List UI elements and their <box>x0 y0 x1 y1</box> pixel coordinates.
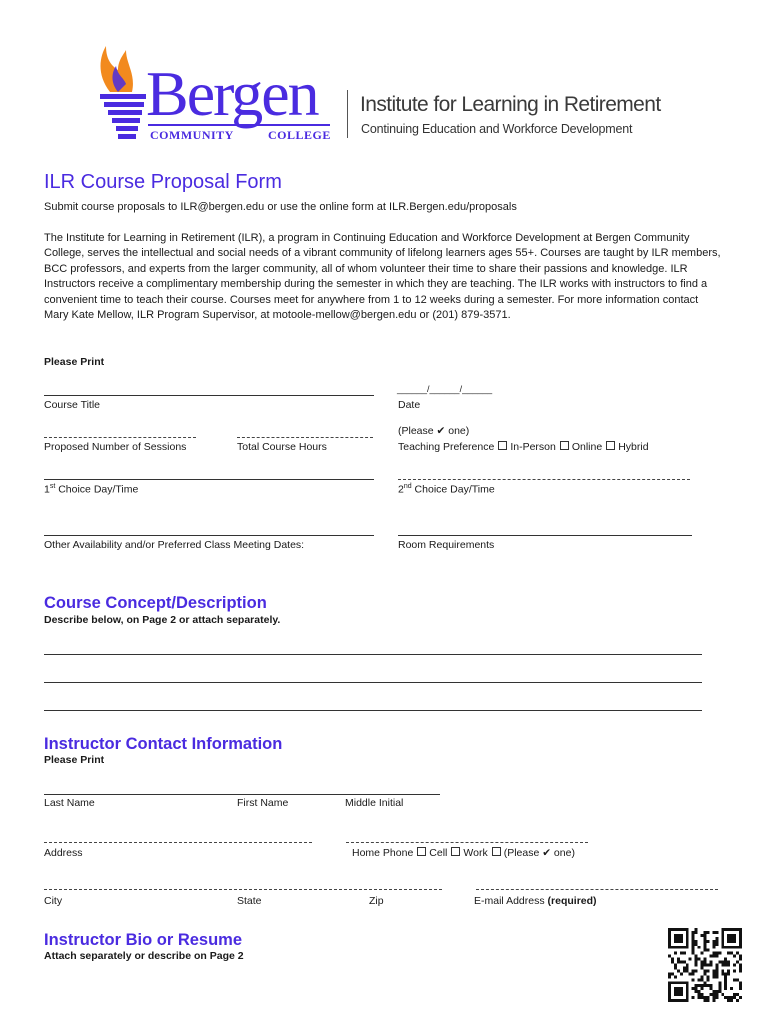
sessions-field[interactable] <box>44 437 196 438</box>
header-title: Institute for Learning in Retirement <box>360 93 661 116</box>
email-field[interactable] <box>476 889 718 890</box>
choice1-field[interactable] <box>44 479 374 480</box>
course-title-field[interactable] <box>44 395 374 396</box>
sessions-label: Proposed Number of Sessions <box>44 441 187 453</box>
room-requirements-label: Room Requirements <box>398 539 495 551</box>
please-print-label: Please Print <box>44 356 105 368</box>
teaching-pref-label: Teaching Preference <box>398 441 495 453</box>
cell-checkbox[interactable] <box>451 847 460 856</box>
logo-wordmark: Bergen <box>146 58 318 129</box>
choice1-label: 1st Choice Day/Time <box>44 483 139 496</box>
bergen-logo <box>96 44 336 144</box>
instructor-please-print: Please Print <box>44 754 105 766</box>
address-field[interactable] <box>44 842 312 843</box>
city-label: City <box>44 895 63 907</box>
online-checkbox[interactable] <box>560 441 569 450</box>
phone-row <box>352 847 575 860</box>
bio-heading: Instructor Bio or Resume <box>44 931 243 949</box>
header-subtitle: Continuing Education and Workforce Development <box>361 122 633 136</box>
cell-label: Cell <box>429 847 448 859</box>
name-field[interactable] <box>44 794 440 795</box>
hybrid-label: Hybrid <box>618 441 649 453</box>
home-phone-label: Home Phone <box>352 847 414 859</box>
concept-line-3[interactable] <box>44 710 702 711</box>
date-field[interactable]: ______/______/______ <box>397 384 493 394</box>
hours-field[interactable] <box>237 437 373 438</box>
logo-college: COLLEGE <box>268 128 331 142</box>
hybrid-checkbox[interactable] <box>606 441 615 450</box>
date-label: Date <box>398 399 421 411</box>
qr-code-icon <box>668 928 742 1002</box>
state-label: State <box>237 895 262 907</box>
concept-line-2[interactable] <box>44 682 702 683</box>
middle-initial-label: Middle Initial <box>345 797 404 809</box>
city-state-zip-field[interactable] <box>44 889 442 890</box>
first-name-label: First Name <box>237 797 289 809</box>
choice2-field[interactable] <box>398 479 690 480</box>
intro-paragraph: The Institute for Learning in Retirement (ILR), a program in Continuing Education and Workforce Development at Bergen Community College, serves the intellectual and social needs of a vibrant community of lifelong learners ages 55+. Courses are taught by ILR members, BCC professors, and experts from the larger community, all of whom volunteer their time to share their passions and knowledge. ILR Instructors receive a complimentary membership during the semester in which they are teaching. The ILR works with instructors to find a convenient time to teach their course. Courses meet for anywhere from 1 to 12 weeks during a semester. For more information contact Mary Kate Mellow, ILR Program Supervisor, at motoole-mellow@bergen.edu or (201) 879-3571. <box>44 232 721 322</box>
zip-label: Zip <box>369 895 384 907</box>
phone-field[interactable] <box>346 842 588 843</box>
course-title-label: Course Title <box>44 399 101 411</box>
submit-instructions: Submit course proposals to ILR@bergen.edu or use the online form at ILR.Bergen.edu/proposals <box>44 201 517 213</box>
work-checkbox[interactable] <box>492 847 501 856</box>
concept-heading: Course Concept/Description <box>44 594 267 612</box>
email-required: (required) <box>547 895 597 907</box>
email-label: E-mail Address (required) <box>474 895 597 907</box>
logo-community: COMMUNITY <box>150 128 234 142</box>
phone-check-note: (Please ✔ one) <box>503 847 575 859</box>
choice2-label: 2nd Choice Day/Time <box>398 483 495 496</box>
work-label: Work <box>463 847 488 859</box>
concept-subheading: Describe below, on Page 2 or attach separately. <box>44 614 281 626</box>
last-name-label: Last Name <box>44 797 95 809</box>
other-availability-label: Other Availability and/or Preferred Class Meeting Dates: <box>44 539 305 551</box>
header-divider <box>347 90 348 138</box>
please-check-one: (Please ✔ one) <box>398 425 470 437</box>
online-label: Online <box>571 441 603 453</box>
concept-line-1[interactable] <box>44 654 702 655</box>
form-title: ILR Course Proposal Form <box>44 171 282 193</box>
inperson-label: In-Person <box>510 441 556 453</box>
bio-subheading: Attach separately or describe on Page 2 <box>44 950 244 962</box>
other-availability-field[interactable] <box>44 535 374 536</box>
teaching-preference-row <box>398 441 649 454</box>
instructor-heading: Instructor Contact Information <box>44 735 283 753</box>
inperson-checkbox[interactable] <box>498 441 507 450</box>
logo-rule <box>148 124 330 126</box>
hours-label: Total Course Hours <box>237 441 327 453</box>
room-requirements-field[interactable] <box>398 535 692 536</box>
address-label: Address <box>44 847 83 859</box>
home-phone-checkbox[interactable] <box>417 847 426 856</box>
